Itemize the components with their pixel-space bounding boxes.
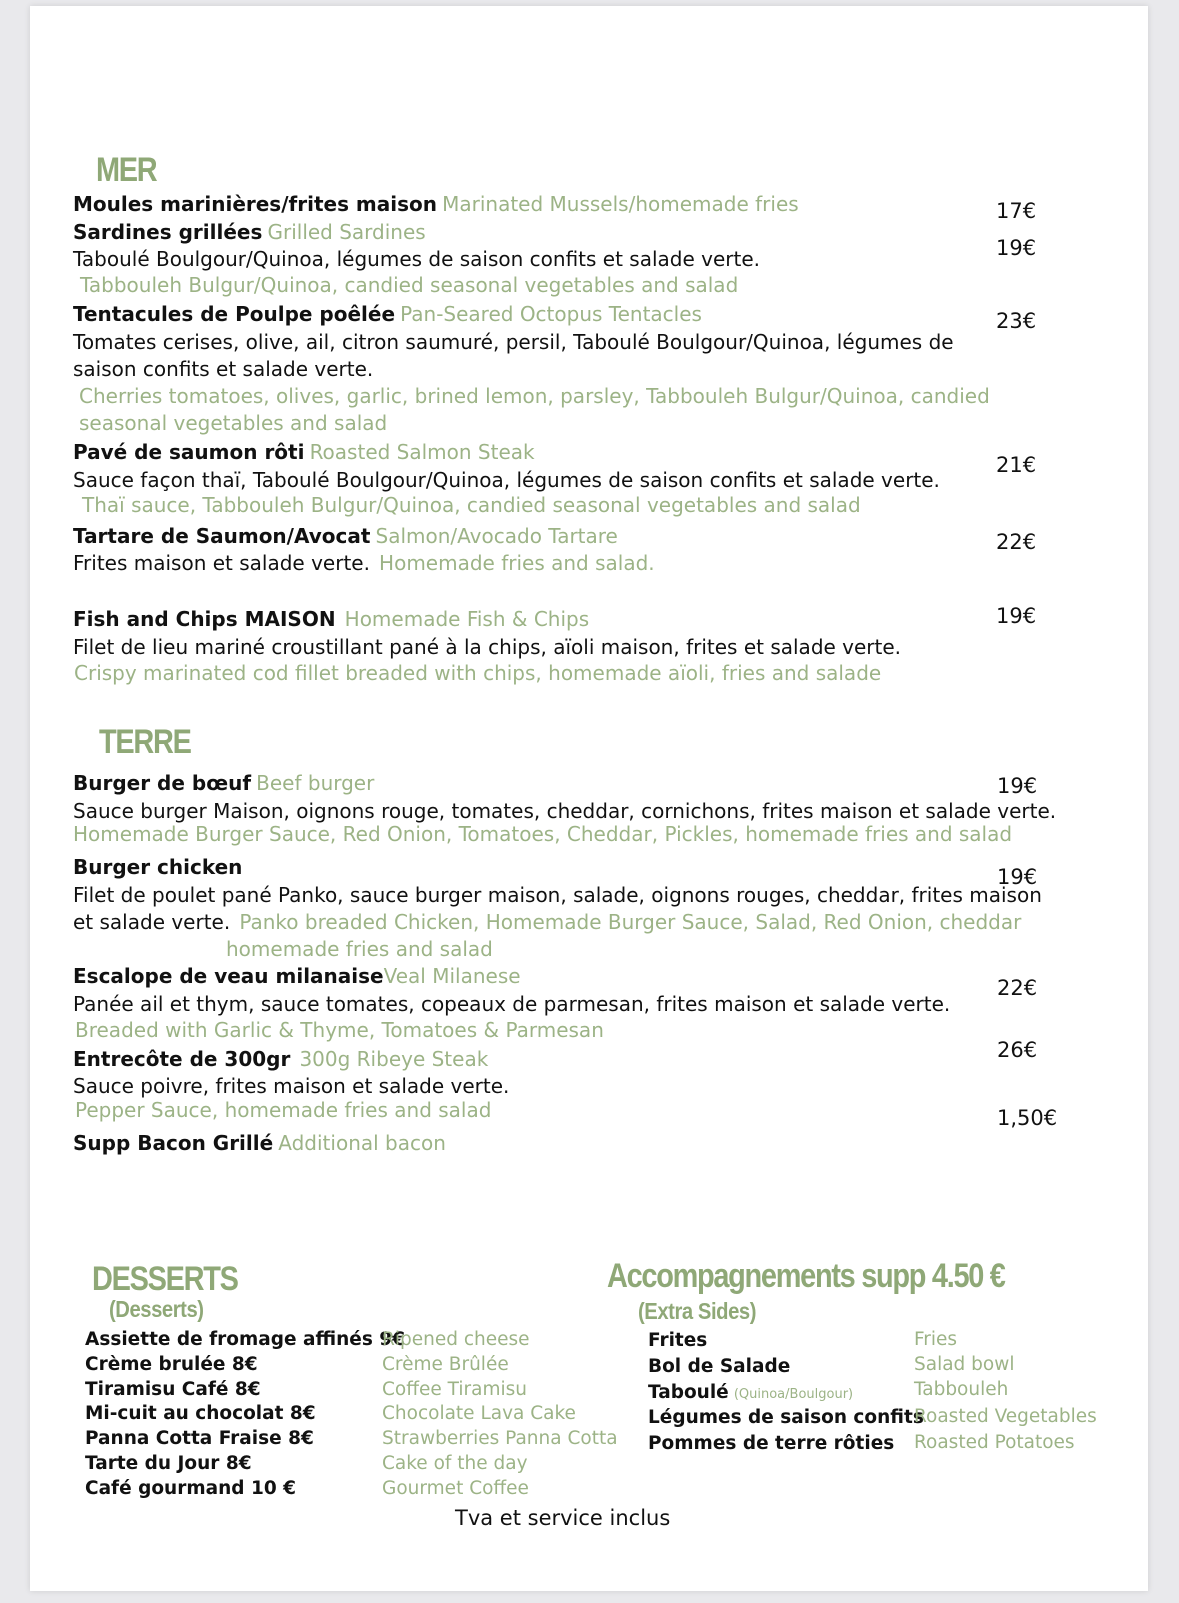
side-item-en: Salad bowl xyxy=(914,1354,1015,1375)
section-subheading-desserts: (Desserts) xyxy=(109,1296,204,1322)
menu-item-burger-boeuf xyxy=(73,771,374,795)
item-name-en: 300g Ribeye Steak xyxy=(299,1047,489,1071)
item-price: 17€ xyxy=(996,199,1037,223)
dessert-item-en: Coffee Tiramisu xyxy=(382,1379,527,1400)
item-price: 26€ xyxy=(997,1038,1038,1062)
dessert-item-en: Cake of the day xyxy=(382,1453,528,1474)
item-description-en: homemade fries and salad xyxy=(226,937,493,961)
item-description-en: Panko breaded Chicken, Homemade Burger Sauce, Salad, Red Onion, cheddar xyxy=(239,910,1022,934)
dessert-item: Café gourmand 10 € xyxy=(85,1478,297,1499)
item-description-en: seasonal vegetables and salad xyxy=(79,411,388,435)
side-item: Frites xyxy=(648,1330,708,1351)
item-name: Entrecôte de 300gr xyxy=(73,1047,291,1071)
item-name: Pavé de saumon rôti xyxy=(73,440,305,464)
side-item-en: Roasted Potatoes xyxy=(914,1432,1075,1453)
menu-item-tartare xyxy=(73,524,618,548)
dessert-item-en: Chocolate Lava Cake xyxy=(382,1403,576,1424)
item-name: Tentacules de Poulpe poêlée xyxy=(73,302,396,326)
item-name-en: Marinated Mussels/homemade fries xyxy=(442,192,799,216)
item-price: 23€ xyxy=(996,309,1037,333)
dessert-item: Mi-cuit au chocolat 8€ xyxy=(85,1403,316,1424)
item-name-en: Pan-Seared Octopus Tentacles xyxy=(400,302,702,326)
menu-item-supp-bacon xyxy=(73,1131,446,1155)
side-item-en: Tabbouleh xyxy=(914,1379,1009,1400)
item-description: Frites maison et salade verte. xyxy=(73,551,370,575)
item-description-en: Cherries tomatoes, olives, garlic, brined lemon, parsley, Tabbouleh Bulgur/Quinoa, candied xyxy=(79,384,990,408)
dessert-item: Panna Cotta Fraise 8€ xyxy=(85,1428,314,1449)
item-price: 19€ xyxy=(996,604,1037,628)
section-heading-sides: Accompagnements supp 4.50 € xyxy=(607,1257,1005,1295)
menu-page xyxy=(30,6,1148,1591)
dessert-item-en: Ripened cheese xyxy=(382,1329,530,1350)
menu-item-entrecote xyxy=(73,1047,488,1071)
menu-item-moules xyxy=(73,192,799,216)
side-item-en: Fries xyxy=(914,1329,958,1350)
side-item: Bol de Salade xyxy=(648,1356,791,1377)
item-description-line xyxy=(73,910,1021,934)
item-price: 22€ xyxy=(997,976,1038,1000)
item-description: Filet de poulet pané Panko, sauce burger maison, salade, oignons rouges, cheddar, frites maison xyxy=(73,883,1042,907)
item-name-en: Salmon/Avocado Tartare xyxy=(375,524,618,548)
footer-note: Tva et service inclus xyxy=(455,1506,671,1530)
dessert-item: Crème brulée 8€ xyxy=(85,1354,258,1375)
menu-item-escalope xyxy=(73,964,521,988)
item-description: Tomates cerises, olive, ail, citron saumuré, persil, Taboulé Boulgour/Quinoa, légumes de xyxy=(73,330,954,354)
dessert-item-en: Crème Brûlée xyxy=(382,1354,509,1375)
side-item-tabouleh xyxy=(648,1382,853,1403)
item-name-en: Grilled Sardines xyxy=(267,220,426,244)
section-heading-mer: MER xyxy=(96,151,157,189)
dessert-item-en: Strawberries Panna Cotta xyxy=(382,1428,618,1449)
item-description: saison confits et salade verte. xyxy=(73,357,374,381)
item-description: Filet de lieu mariné croustillant pané à la chips, aïoli maison, frites et salade verte. xyxy=(73,635,902,659)
item-price: 19€ xyxy=(997,865,1038,889)
item-description-en: Pepper Sauce, homemade fries and salad xyxy=(75,1098,492,1122)
item-description-en: Thaï sauce, Tabbouleh Bulgur/Quinoa, candied seasonal vegetables and salad xyxy=(82,493,861,517)
item-description: Taboulé Boulgour/Quinoa, légumes de saison confits et salade verte. xyxy=(73,247,761,271)
item-description: Panée ail et thym, sauce tomates, copeaux de parmesan, frites maison et salade verte. xyxy=(73,992,951,1016)
menu-item-tentacules xyxy=(73,302,702,326)
item-name-en: Roasted Salmon Steak xyxy=(309,440,535,464)
item-description: Sauce façon thaï, Taboulé Boulgour/Quinoa, légumes de saison confits et salade verte. xyxy=(73,468,940,492)
dessert-item: Assiette de fromage affinés 9€ xyxy=(85,1329,406,1350)
menu-item-sardines xyxy=(73,220,426,244)
section-heading-terre: TERRE xyxy=(99,723,191,761)
section-heading-desserts: DESSERTS xyxy=(92,1260,238,1298)
side-item-en: Roasted Vegetables xyxy=(914,1406,1097,1427)
item-description-line xyxy=(73,551,655,575)
item-description-en: Homemade fries and salad. xyxy=(379,551,655,575)
item-description-en: Tabbouleh Bulgur/Quinoa, candied seasonal vegetables and salad xyxy=(80,273,739,297)
item-description-en: Homemade Burger Sauce, Red Onion, Tomatoes, Cheddar, Pickles, homemade fries and salad xyxy=(73,822,1013,846)
item-name: Tartare de Saumon/Avocat xyxy=(73,524,371,548)
menu-item-fish-and-chips xyxy=(73,607,589,631)
item-name: Burger de bœuf xyxy=(73,771,252,795)
item-description-en: Crispy marinated cod fillet breaded with chips, homemade aïoli, fries and salade xyxy=(74,661,882,685)
item-price: 22€ xyxy=(996,530,1037,554)
dessert-item: Tarte du Jour 8€ xyxy=(85,1453,252,1474)
item-description-en: Breaded with Garlic & Thyme, Tomatoes & Parmesan xyxy=(75,1018,604,1042)
item-price: 19€ xyxy=(996,236,1037,260)
item-price: 1,50€ xyxy=(997,1106,1058,1130)
item-name: Sardines grillées xyxy=(73,220,263,244)
item-description: Sauce burger Maison, oignons rouge, tomates, cheddar, cornichons, frites maison et salade verte. xyxy=(73,799,1057,823)
menu-item-pave-saumon xyxy=(73,440,535,464)
item-name: Fish and Chips MAISON xyxy=(73,607,336,631)
item-name: Escalope de veau milanaise xyxy=(73,964,384,988)
dessert-item-en: Gourmet Coffee xyxy=(382,1478,529,1499)
side-item: Taboulé xyxy=(648,1382,729,1403)
side-item-note: (Quinoa/Boulgour) xyxy=(733,1387,854,1402)
item-name: Supp Bacon Grillé xyxy=(73,1131,274,1155)
item-name-en: Beef burger xyxy=(256,771,375,795)
side-item: Légumes de saison confits xyxy=(648,1407,924,1428)
item-name-en: Veal Milanese xyxy=(383,964,521,988)
item-price: 21€ xyxy=(996,453,1037,477)
item-name-en: Homemade Fish & Chips xyxy=(344,607,590,631)
item-name: Burger chicken xyxy=(73,855,243,879)
dessert-item: Tiramisu Café 8€ xyxy=(85,1379,261,1400)
side-item: Pommes de terre rôties xyxy=(648,1433,895,1454)
item-description: et salade verte. xyxy=(73,910,231,934)
item-name: Moules marinières/frites maison xyxy=(73,192,438,216)
item-description: Sauce poivre, frites maison et salade verte. xyxy=(73,1074,510,1098)
section-subheading-sides: (Extra Sides) xyxy=(638,1298,757,1324)
item-price: 19€ xyxy=(997,774,1038,798)
item-name-en: Additional bacon xyxy=(278,1131,446,1155)
